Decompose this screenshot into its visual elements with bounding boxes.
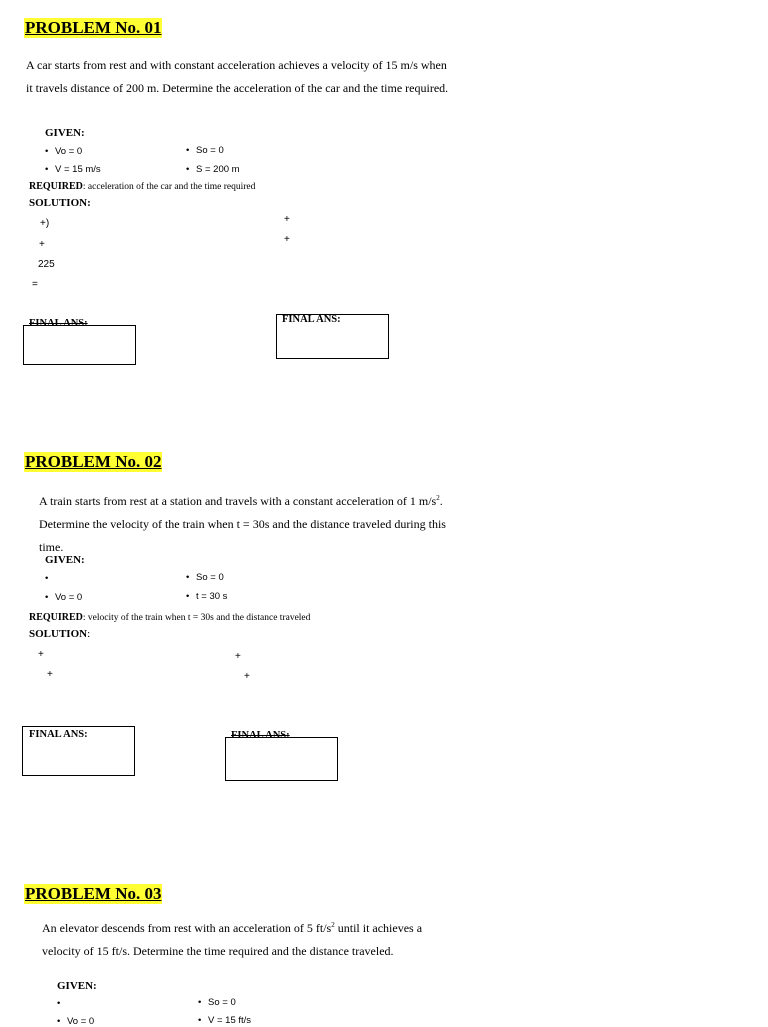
problem-1-work-mark: +) bbox=[40, 218, 50, 229]
problem-2-work-mark: + bbox=[235, 651, 241, 662]
problem-2-final-answer-label: FINAL ANS: bbox=[231, 730, 290, 741]
problem-2-solution-label: SOLUTION: bbox=[29, 628, 91, 640]
problem-3-given-item: • V = 15 ft/s bbox=[198, 1015, 252, 1026]
problem-1-final-answer-label: FINAL ANS: bbox=[282, 314, 341, 325]
problem-2-given-item: • So = 0 bbox=[186, 572, 224, 583]
problem-2-title: PROBLEM No. 02 bbox=[25, 452, 162, 471]
problem-3-title: PROBLEM No. 03 bbox=[25, 884, 162, 903]
problem-1-final-answer-label: FINAL ANS: bbox=[29, 318, 88, 329]
problem-1-statement: A car starts from rest and with constant acceleration achieves a velocity of 15 m/s when it travels distance of 200 m. Determine the acceleration of the car and the time required. bbox=[26, 58, 449, 95]
problem-2-given-item: • t = 30 s bbox=[186, 591, 228, 602]
problem-2-given-label: GIVEN: bbox=[45, 554, 85, 566]
problem-3-statement: An elevator descends from rest with an acceleration of 5 $ft/s^2$ until it achieves a velocity of 15 ft/s. Determine the time required and the distance traveled. bbox=[42, 921, 423, 958]
problem-1-solution-label: SOLUTION: bbox=[29, 197, 91, 209]
problem-2-final-answer-box bbox=[225, 737, 338, 781]
problem-2-work-mark: + bbox=[38, 649, 44, 660]
problem-1-required: REQUIRED: acceleration of the car and the time required bbox=[29, 181, 256, 192]
problem-3-given-item: • So = 0 bbox=[198, 997, 236, 1008]
problem-1-work-mark: 225 bbox=[38, 259, 55, 270]
problem-1-title: PROBLEM No. 01 bbox=[25, 18, 162, 37]
problem-2-statement: A train starts from rest at a station and travels with a constant acceleration of 1 $m/s^2$. Determine the velocity of the train when t = 30s and the distance traveled during this time. bbox=[39, 494, 446, 554]
problem-1-work-mark: = bbox=[32, 279, 38, 290]
problem-3-given-item: • Vo = 0 bbox=[57, 1016, 95, 1027]
problem-1-given-label: GIVEN: bbox=[45, 127, 85, 139]
problem-2-required: REQUIRED: velocity of the train when t = 30s and the distance traveled bbox=[29, 612, 311, 623]
problem-2-final-answer-label: FINAL ANS: bbox=[29, 729, 88, 740]
problem-2-given-item: • Vo = 0 bbox=[45, 592, 83, 603]
problem-1-work-mark: + bbox=[39, 239, 45, 250]
problem-2-work-mark: + bbox=[47, 669, 53, 680]
problem-1-given-item: • Vo = 0 bbox=[45, 146, 83, 157]
problem-1-final-answer-box bbox=[23, 325, 136, 365]
problem-2-given-item: • bbox=[45, 573, 49, 584]
problem-2-work-mark: + bbox=[244, 671, 250, 682]
problem-3-given-label: GIVEN: bbox=[57, 980, 97, 992]
problem-1-given-item: • So = 0 bbox=[186, 145, 224, 156]
problem-1-work-mark: + bbox=[284, 214, 290, 225]
problem-1-given-item: • S = 200 m bbox=[186, 164, 240, 175]
problem-1-given-item: • V = 15 m/s bbox=[45, 164, 101, 175]
problem-1-work-mark: + bbox=[284, 234, 290, 245]
problem-3-given-item: • bbox=[57, 998, 61, 1009]
